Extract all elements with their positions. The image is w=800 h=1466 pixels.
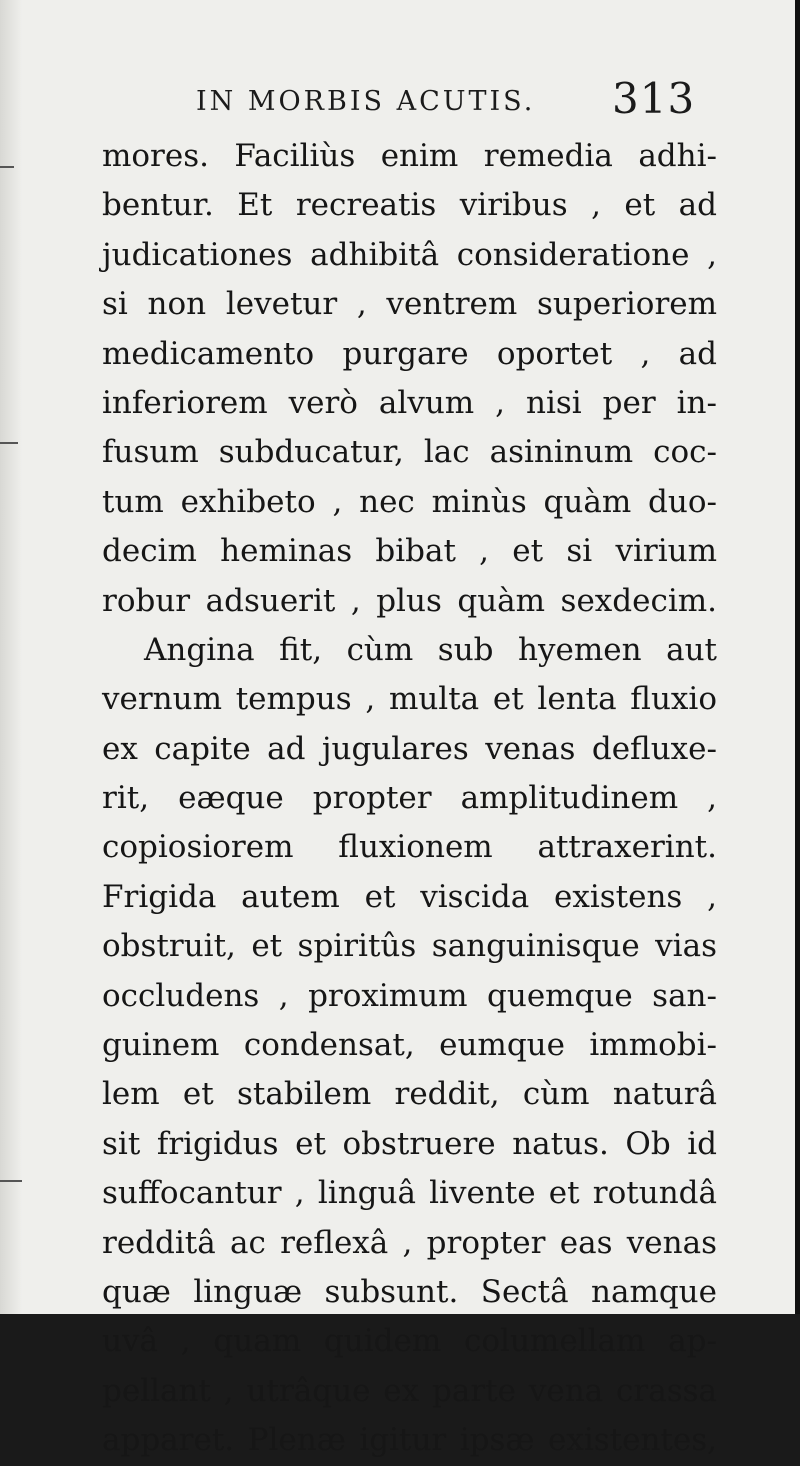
text-line: redditâ ac reflexâ , propter eas venas xyxy=(102,1224,717,1261)
text-line: robur adsuerit , plus quàm sexdecim. xyxy=(102,582,717,619)
page-edge xyxy=(795,0,800,1314)
page-header xyxy=(196,72,716,132)
text-line: si non levetur , ventrem superiorem xyxy=(102,286,717,323)
text-line: suffocantur , linguâ livente et rotundâ xyxy=(102,1175,717,1212)
page-number: 313 xyxy=(612,74,696,123)
text-line: quæ linguæ subsunt. Sectâ namque xyxy=(102,1273,717,1310)
text-line: sit frigidus et obstruere natus. Ob id xyxy=(102,1125,717,1162)
text-line: apparet. Plenæ igitur ipsæ existentes, xyxy=(102,1422,717,1459)
text-line: occludens , proximum quemque san- xyxy=(102,977,717,1014)
text-line: copiosiorem fluxionem attraxerint. xyxy=(102,829,717,866)
text-line: pellant , utrâque ex parte vena crassa xyxy=(102,1372,717,1409)
text-line: tum exhibeto , nec minùs quàm duo- xyxy=(102,483,717,520)
text-line: bentur. Et recreatis viribus , et ad xyxy=(102,187,717,224)
running-head: IN MORBIS ACUTIS. xyxy=(196,86,536,117)
text-line: guinem condensat, eumque immobi- xyxy=(102,1027,717,1064)
text-line: vernum tempus , multa et lenta fluxio xyxy=(102,681,717,718)
text-line: obstruit, et spiritûs sanguinisque vias xyxy=(102,928,717,965)
text-line: rit, eæque propter amplitudinem , xyxy=(102,780,717,817)
margin-mark xyxy=(0,166,14,168)
text-line: Angina fit, cùm sub hyemen aut xyxy=(144,631,717,668)
text-line: fusum subducatur, lac asininum coc- xyxy=(102,434,717,471)
text-line: ex capite ad jugulares venas defluxe- xyxy=(102,730,717,767)
text-line: inferiorem verò alvum , nisi per in- xyxy=(102,384,717,421)
page-gutter-shadow xyxy=(0,0,22,1314)
margin-mark xyxy=(0,1180,22,1182)
text-line: decim heminas bibat , et si virium xyxy=(102,533,717,570)
text-line: medicamento purgare oportet , ad xyxy=(102,335,717,372)
margin-mark xyxy=(0,442,18,444)
text-line: mores. Faciliùs enim remedia adhi- xyxy=(102,138,717,174)
text-line: uvâ , quam quidem columellam ap- xyxy=(102,1323,717,1360)
body-text xyxy=(102,132,717,1466)
text-line: judicationes adhibitâ consideratione , xyxy=(102,236,717,273)
text-line: lem et stabilem reddit, cùm naturâ xyxy=(102,1076,717,1113)
text-line: Frigida autem et viscida existens , xyxy=(102,878,717,915)
